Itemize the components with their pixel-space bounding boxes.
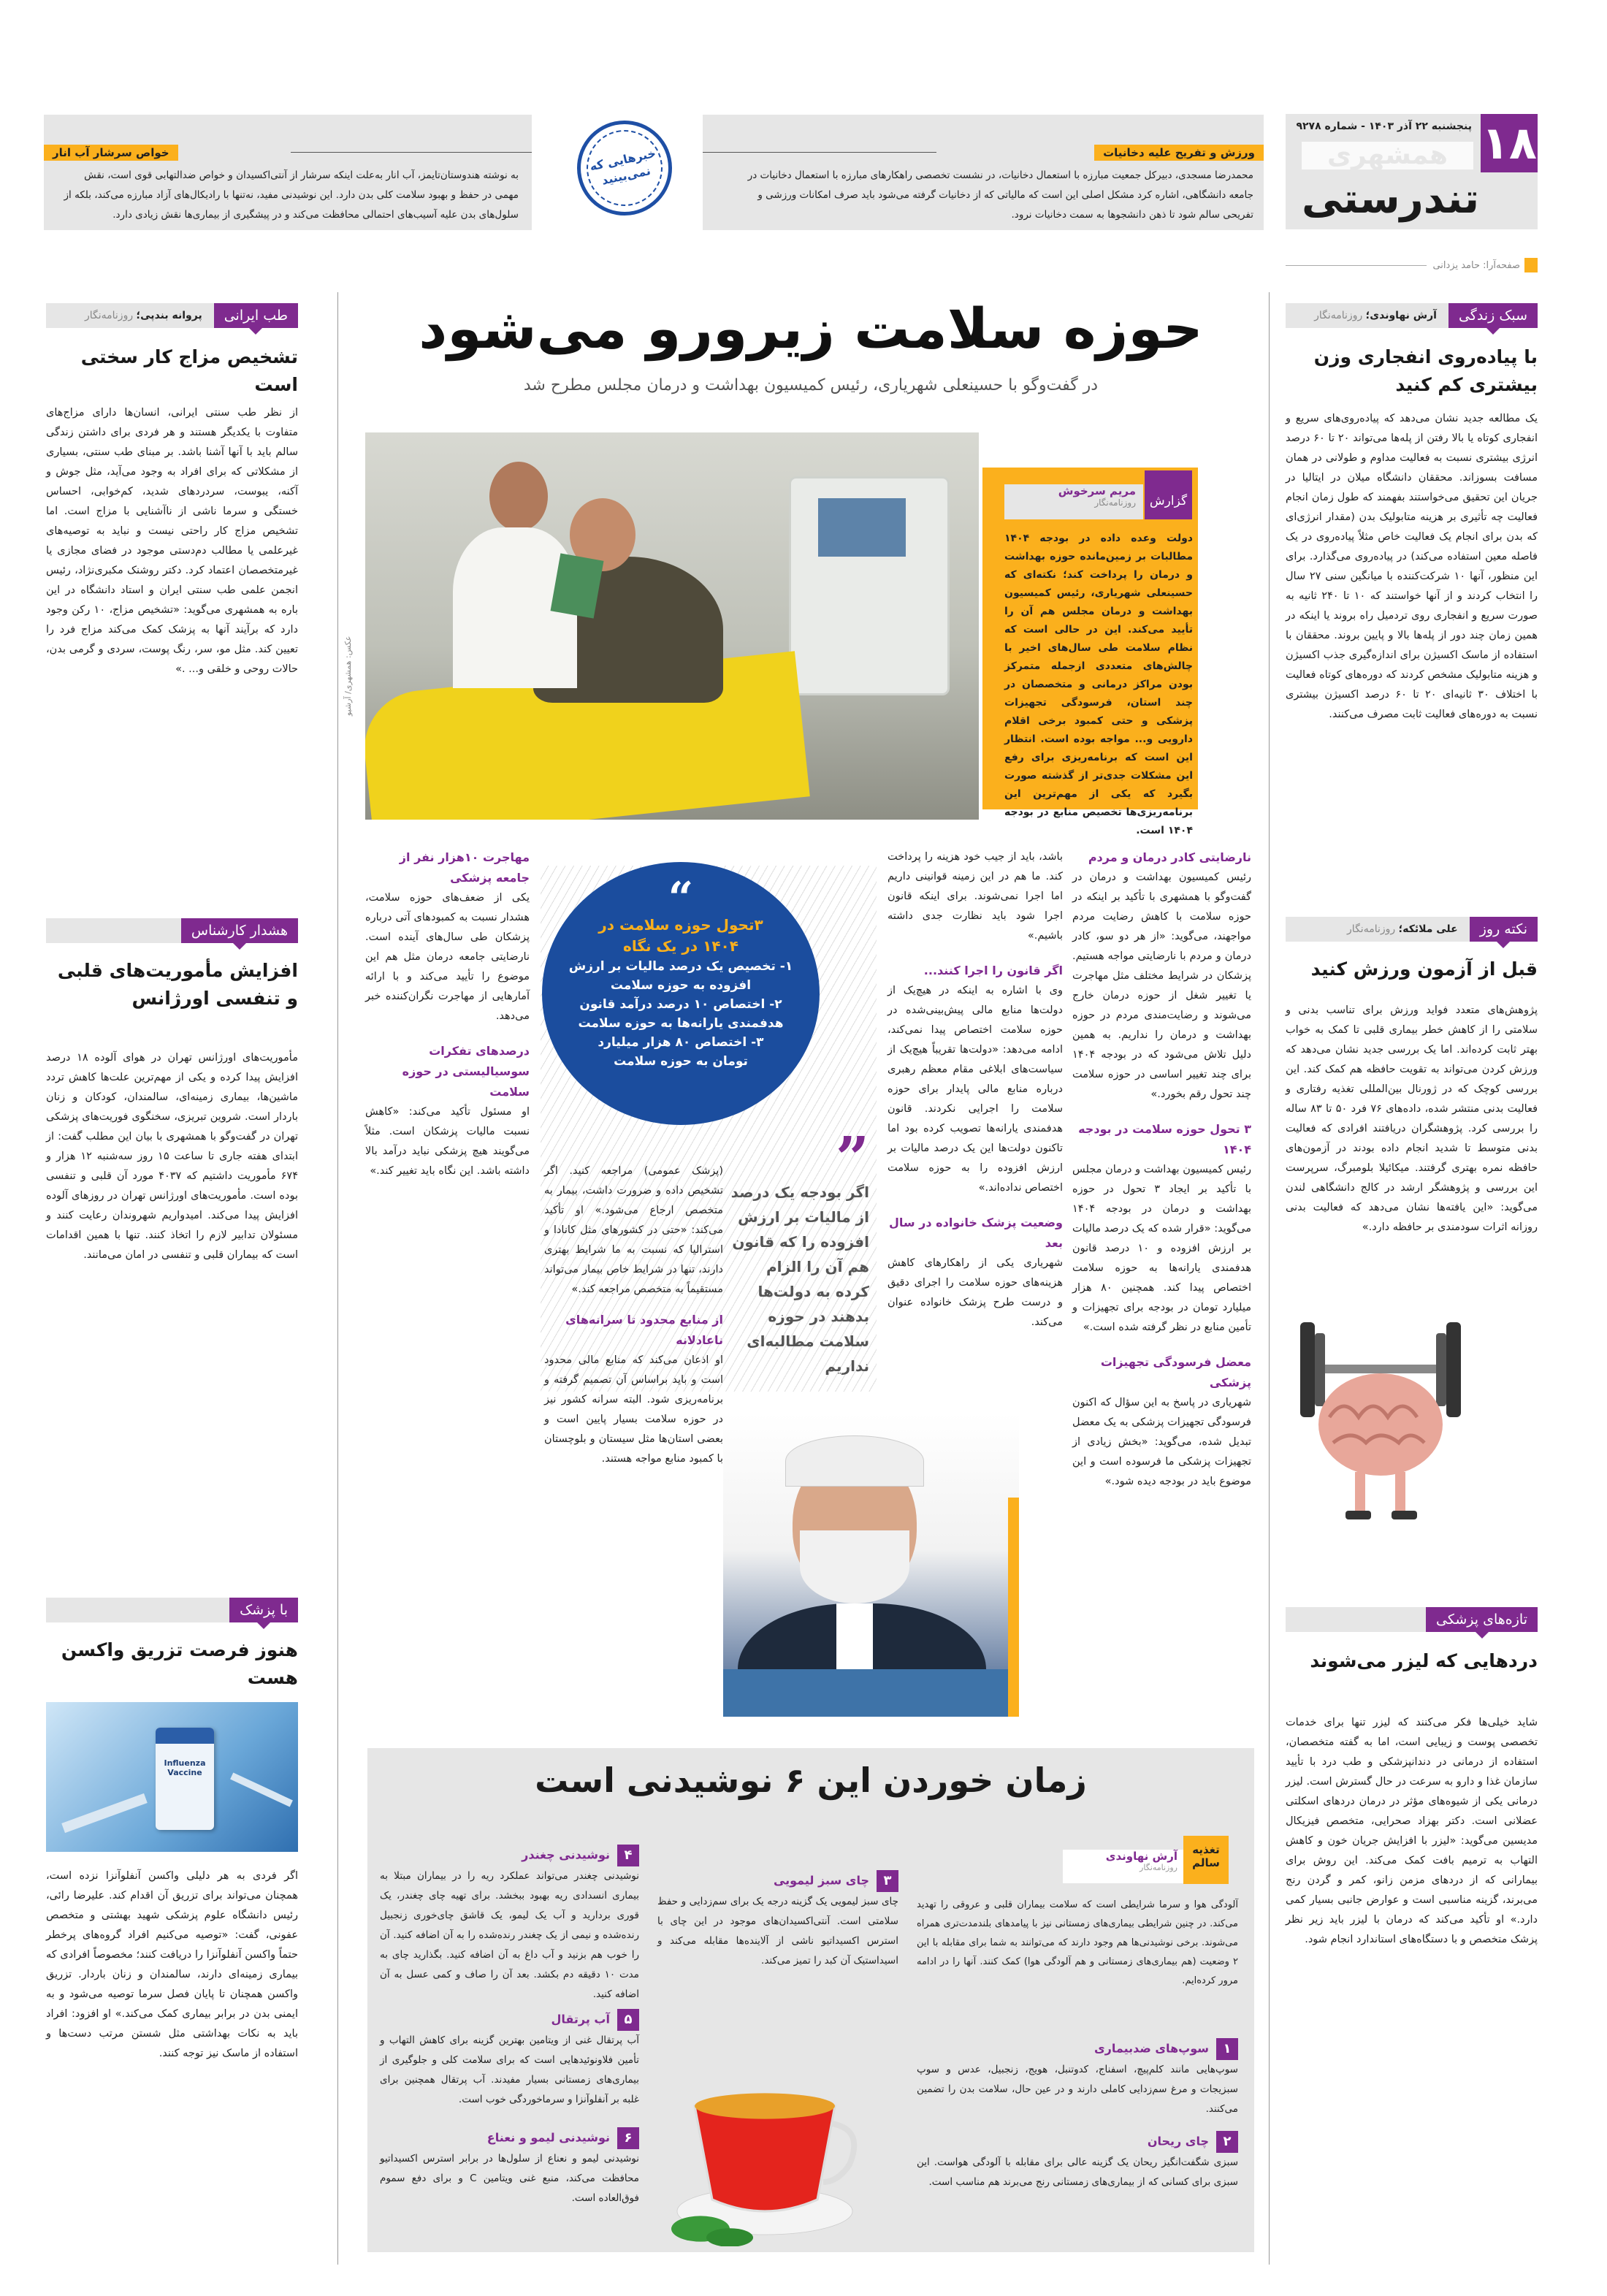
drink-item — [917, 2131, 1238, 2192]
subheading: معضل فرسودگی تجهیزات پزشکی — [1100, 1355, 1251, 1389]
designer-credit — [1286, 258, 1538, 272]
main-subheadline: در گفت‌وگو با حسینعلی شهریاری، رئیس کمیسیون بهداشت و درمان مجلس مطرح شد — [523, 376, 1099, 394]
vaccine-vial-label: Influenza Vaccine — [164, 1758, 206, 1777]
lead-author-role: روزنامه‌نگار — [1094, 497, 1136, 508]
article-body: اگر فردی به هر دلیلی واکسن آنفلوآنزا نزده است، همچنان می‌تواند برای تزریق آن اقدام کند. علیرضا رائی، رئیس دانشگاه علوم پزشکی شهید بهشتی و متخصص عفونی، گفت: «توصیه می‌کنیم افراد گروه‌های پرخطر حتماً واکسن آنفلوآنزا را دریافت کنند؛ مخصوصاً افرادی که بیماری زمینه‌ای دارند، سالمندان و زنان باردار. تزریق واکسن همچنان تا پایان فصل سرما توصیه می‌شود و به ایمنی بدن در برابر بیماری کمک می‌کند.» او افزود: افراد باید به نکات بهداشتی مثل شستن مرتب دست‌ها و استفاده از ماسک نیز توجه کنند. — [46, 1870, 298, 2059]
photo-accent — [1008, 1498, 1019, 1717]
drinks-intro: آلودگی هوا و سرما شرایطی است که سلامت بیماران قلبی و عروقی را تهدید می‌کند. در چنین شرایطی بیماری‌های زمستانی نیز با پیامدهای بلندمدت‌تری همراه می‌شوند. برخی نوشیدنی‌ها هم وجود دارند که می‌توانند به شما برای مقابله با این ۲ وضعیت (هم بیماری‌های زمستانی و هم آلودگی هوا) کمک کنند. آنها را در ادامه مرور کرده‌ایم. — [917, 1899, 1238, 1986]
section-title: تندرستی — [1301, 175, 1479, 223]
section-bar-expert-warning — [46, 918, 298, 943]
credit-marker — [1524, 258, 1538, 272]
drinks-column-middle — [657, 1841, 898, 1971]
section-tag: طب ایرانی — [214, 303, 298, 328]
subheading: از منابع محدود تا سرانه‌های ناعادلانه — [565, 1313, 723, 1347]
item-title: چای سبز لیمویی — [773, 1873, 869, 1888]
byline: آرش نهاوندی؛ روزنامه‌نگار — [1314, 310, 1437, 321]
seal-logo — [568, 112, 681, 224]
subheading: نارضایتی کادر درمان و مردم — [1088, 850, 1251, 864]
designer-name: صفحه‌آرا: حامد یزدانی — [1432, 259, 1520, 271]
item-title: چای ریحان — [1147, 2134, 1209, 2148]
brain-barbell-illustration — [1286, 1278, 1476, 1527]
article-headline: هنوز فرصت تزریق واکسن هست — [61, 1639, 298, 1688]
column-divider — [1269, 292, 1270, 2265]
interviewee-photo — [723, 1414, 1019, 1717]
drink-item — [380, 2127, 639, 2208]
column-divider — [337, 292, 338, 2265]
top-box-pomegranate — [44, 115, 532, 230]
circle-title: ۳تحول حوزه سلامت در ۱۴۰۴ در یک نگاه — [598, 916, 763, 955]
paragraph: شهریاری در پاسخ به این سؤال که اکنون فرسودگی تجهیزات پزشکی به یک معضل تبدیل شده، می‌گوید: «بخش زیادی از تجهیزات پزشکی ما فرسوده است و این موضوع باید در بودجه دیده شود.» — [1072, 1397, 1251, 1487]
subheading: اگر قانون را اجرا کنند... — [923, 964, 1063, 977]
box-text: به نوشته هندوستان‌تایمز، آب انار به‌علت اینکه سرشار از آنتی‌اکسیدان و خواص ضدالتهابی قوی است، نقش مهمی در حفظ و بهبود سلامت کلی بدن دارد. این نوشیدنی مفید، نه‌تنها با رادیکال‌های آزاد مبارزه می‌کند، بلکه از سلول‌های بدن علیه آسیب‌های احتمالی محافظت می‌کند و در پیشگیری از بیماری‌ها نقش زیادی دارد. — [64, 169, 519, 221]
paragraph: وی با اشاره به اینکه در هیچ‌یک از دولت‌ها منابع مالی پیش‌بینی‌شده در حوزه سلامت اختصاص پیدا نمی‌کند، ادامه می‌دهد: «دولت‌ها تقریباً هیچ‌یک از سیاست‌های ابلاغی مقام معظم رهبری درباره منابع مالی پایدار برای حوزه سلامت را اجرایی نکردند. قانون هدفمندی یارانه‌ها تصویب کرده بود اما تاکنون دولت‌ها این یک درصد مالیات بر ارزش افزوده را به حوزه سلامت اختصاص نداده‌اند.» — [888, 985, 1063, 1194]
section-tag: نکته روز — [1470, 917, 1538, 942]
article-body: مأموریت‌های اورژانس تهران در هوای آلوده ۱۸ درصد افزایش پیدا کرده و یکی از مهم‌ترین علت‌ها کاهش تردد ماشین‌ها، بیماری زمینه‌ای، سالمندان، کودکان و زنان باردار است. شروین تبریزی، سخنگوی فوریت‌های پزشکی تهران در گفت‌وگو با همشهری با بیان این مطلب گفت: از ابتدای هفته جاری تا ساعت ۱۵ روز سه‌شنبه ۱۲ هزار و ۶۷۴ مأموریت داشتیم که ۴۰۳۷ مورد آن قلبی و تنفسی بوده است. مأموریت‌های اورژانس تهران در روزهای آلوده افزایش پیدا می‌کند. امیدواریم شهروندان رعایت کنند و مسئولان تدابیر لازم را اتخاذ کنند. تنها با همین اقدامات است که بیماران قلبی و تنفسی در امان می‌مانند. — [46, 1052, 299, 1261]
drinks-byline — [1063, 1850, 1183, 1883]
article-body: پژوهش‌های متعدد فواید ورزش برای تناسب بدنی و سلامتی را از کاهش خطر بیماری قلبی تا کمک به خواب بهتر ثابت کرده‌اند. اما یک بررسی جدید نشان می‌دهد که ورزش کردن می‌تواند به تقویت حافظه هم کمک کند. این بررسی کوچک که در ژورنال بین‌المللی تغذیه رفتاری و فعالیت بدنی منتشر شده، داده‌های ۷۶ فرد ۵۰ تا ۸۳ ساله را بررسی کرد. پژوهشگران دریافتند افرادی که فعالیت بدنی متوسط تا شدید انجام داده بودند در آزمون‌های حافظه نمره بهتری گرفتند. میکائیلا بلومبرگ، سرپرست این بررسی و پژوهشگر ارشد در کالج دانشگاهی لندن می‌گوید: «این یافته‌ها نشان می‌دهد که فعالیت بدنی روزانه اثرات سودمندی بر حافظه دارد.» — [1286, 1004, 1538, 1233]
item-text: آب پرتقال غنی از ویتامین بهترین گزینه برای کاهش التهاب و تأمین فلاونوئیدهایی است که برای سلامت کلی و جلوگیری از بیماری‌های زمستانی بسیار مفیدند. آب پرتقال همچنین برای غلبه بر آنفلوآنزا و سرماخوردگی خوب است. — [380, 2034, 639, 2105]
item-text: سوپ‌هایی مانند کلم‌پیچ، اسفناج، کدوتنبل، هویج، زنجبیل، عدس و سوپ سبزیجات و مرغ سم‌زدایی کاملی دارند و در عین حال، سلامت بدن را تضمین می‌کنند. — [917, 2064, 1238, 2115]
issue-date: پنجشنبه ۲۲ آذر ۱۴۰۳ - شماره ۹۲۷۸ — [1296, 121, 1472, 132]
box-arrow-line — [291, 152, 532, 153]
paragraph: او مسئول تأکید می‌کند: «کاهش نسبت مالیات پزشکان است. مثلاً می‌گویند هیچ پزشکی نباید درآمد بالا داشته باشد. این نگاه باید تغییر کند.» — [365, 1106, 530, 1177]
circle-item: ۳- اختصاص ۸۰ هزار میلیارد تومان به حوزه سلامت — [598, 1035, 764, 1069]
item-number: ۶ — [617, 2127, 639, 2149]
box-arrow-line — [703, 152, 936, 153]
lead-author: مریم سرخوش — [1058, 484, 1136, 497]
paragraph: یکی از ضعف‌های حوزه سلامت، هشدار نسبت به کمبودهای آتی درباره پزشکان طی سال‌های آینده است. نارضایتی جامعه درمان مثل هم این موضوع را تأیید می‌کند و با ارائه آمارهایی از مهاجرت نگران‌کننده خبر می‌دهد. — [365, 892, 530, 1022]
pull-quote-text: اگر بودجه یک درصد از مالیات بر ارزش افزوده را که قانون هم آن را الزام کرده به دولت‌ها بدهند در حوزه سلامت مطالبه‌ای نداریم — [730, 1183, 869, 1375]
drinks-headline: زمان خوردن این ۶ نوشیدنی است — [535, 1761, 1087, 1800]
item-number: ۴ — [617, 1845, 639, 1866]
key-points-circle — [542, 862, 820, 1125]
quote-icon: “ — [668, 873, 694, 924]
drink-item — [917, 2038, 1238, 2119]
article-body: یک مطالعه جدید نشان می‌دهد که پیاده‌روی‌های سریع و انفجاری کوتاه یا بالا رفتن از پله‌ها می‌تواند ۲۰ تا ۶۰ درصد انرژی بیشتری نسبت به فعالیت مداوم و طولانی در همان مسافت بسوزاند. محققان دانشگاه میلان در ایتالیا در جریان این تحقیق می‌خواستند بفهمند که طول زمان انجام فعالیت چه تأثیری بر هزینه متابولیک بدن (مقدار انرژی‌ای که بدن برای انجام یک فعالیت خاص مثلاً پیاده‌روی در یک فاصله معین استفاده می‌کند) در پیاده‌روی می‌گذارد. برای این منظور، آنها ۱۰ شرکت‌کننده با میانگین سنی ۲۷ سال را انتخاب کردند و از آنها خواستند که ۱۰ تا ۲۴۰ ثانیه به صورت سریع و انفجاری روی تردمیل راه بروند یا اینکه در همین زمان چند دور از پله‌ها بالا و پایین بروند. محققان با استفاده از ماسک اکسیژن برای اندازه‌گیری جذب اکسیژن و هزینه متابولیک مشخص کردند که دوره‌های کوتاه فعالیت با اختلاف ۳۰ ثانیه‌ای ۲۰ تا ۶۰ درصد اکسیژن بیشتری نسبت به دوره‌های فعالیت ثابت مصرف می‌کنند. — [1286, 413, 1538, 720]
author-role: روزنامه‌نگار — [1140, 1863, 1177, 1872]
drinks-tag: تغذیه سالم — [1183, 1836, 1229, 1884]
story-column-2 — [888, 847, 1063, 1332]
story-column-1 — [1072, 847, 1251, 1492]
drink-item — [380, 1845, 639, 2005]
item-number: ۳ — [877, 1870, 898, 1892]
author: آرش نهاوندی — [1105, 1850, 1177, 1863]
story-column-3 — [544, 1162, 723, 1469]
vaccine-photo — [46, 1702, 298, 1852]
paragraph: رئیس کمیسیون بهداشت و درمان در گفت‌وگو با همشهری با تأکید بر اینکه در حوزه سلامت با کاهش رضایت مردم مواجهند، می‌گوید: «از هر دو سو، کادر درمان و مردم با نارضایتی مواجه هستیم. پزشکان در شرایط مختلف مثل مهاجرت یا تغییر شغل از حوزه درمان خارج می‌شوند و رضایت‌مندی مردم در حوزه بهداشت و درمان را نداریم. به همین دلیل تلاش می‌شود که در بودجه ۱۴۰۴ برای چند تغییر اساسی در حوزه سلامت چند تحول رقم بخورد.» — [1072, 872, 1251, 1100]
paper-logo: همشهری — [1302, 142, 1473, 169]
section-bar-tip — [1286, 917, 1538, 942]
item-title: سوپ‌های ضدبیماری — [1093, 2041, 1209, 2056]
item-text: سبزی شگفت‌انگیز ریحان یک گزینه عالی برای مقابله با آلودگی هواست. این سبزی برای کسانی که از بیماری‌های زمستانی رنج می‌برند هم مناسب است. — [917, 2156, 1238, 2188]
article-headline: دردهایی که لیزر می‌شوند — [1310, 1650, 1538, 1671]
section-bar-medical-news — [1286, 1607, 1538, 1632]
paragraph: (پزشک عمومی) مراجعه کنید. اگر تشخیص داده و ضرورت داشت، بیمار به متخصص ارجاع می‌شود.» او تأکید می‌کند: «حتی در کشورهای مثل کانادا و استرالیا که نسبت به ما شرایط بهتری دارند، تنها در شرایط خاص بیمار می‌تواند مستقیماً به متخصص مراجعه کند.» — [544, 1165, 723, 1295]
section-tag: هشدار کارشناس — [181, 918, 298, 943]
divider — [1286, 265, 1427, 266]
page-number: ۱۸ — [1481, 114, 1538, 172]
section-tag: سبک زندگی — [1448, 303, 1538, 328]
circle-item: ۱- تخصیص یک درصد مالیات بر ارزش افزوده به حوزه سلامت — [568, 959, 793, 993]
item-text: نوشیدنی چغندر می‌تواند عملکرد ریه را در بیماران مبتلا به بیماری انسدادی ریه بهبود ببخشد. برای تهیه چای چغندر، یک قوری بردارید و آب یک لیمو، یک قاشق چای‌خوری زنجبیل رنده‌شده و نیمی از یک چغندر رنده‌شده را به آن اضافه کنید. آن را خوب هم بزنید و آب داغ به آن اضافه کنید. بگذارید چای به مدت ۱۰ دقیقه دم بکشد. بعد آن را صاف و کمی عسل به آن اضافه کنید. — [380, 1870, 639, 2000]
article-headline: با پیاده‌روی انفجاری وزن بیشتری کم کنید — [1313, 346, 1538, 395]
item-text: چای سبز لیمویی یک گزینه درجه یک برای سم‌زدایی و حفظ سلامتی است. آنتی‌اکسیدان‌های موجود در این چای با استرس اکسیداتیو ناشی از آلاینده‌ها مقابله می‌کند و اسیداستیک آن کبد را تمیز می‌کند. — [657, 1896, 898, 1967]
article-body: شاید خیلی‌ها فکر می‌کنند که لیزر تنها برای خدمات تخصصی پوست و زیبایی است، اما به گفته متخصصان، استفاده از درمانی در دندانپزشکی و طب درد با تأیید سازمان غذا و دارو به سرعت در حال گسترش است. لیزر درمانی یکی از شیوه‌های مؤثر در درمان دردهای اسکلتی عضلانی است. دکتر بهزاد صحرایی، متخصص فیزیکال مدیسین می‌گوید: «لیزر با افزایش جریان خون و کاهش التهاب به ترمیم بافت کمک می‌کند. این روش برای بیمارانی که از دردهای مزمن زانو، کمر و گردن رنج می‌برند، گزینه مناسبی است و عوارض جانبی بسیار کمی دارد.» او تأکید می‌کند که درمان با لیزر باید زیر نظر پزشک متخصص و با دستگاه‌های استاندارد انجام شود. — [1286, 1717, 1538, 1945]
circle-item: ۲- اختصاص ۱۰ درصد درآمد قانون هدفمندی یارانه‌ها به حوزه سلامت — [578, 997, 784, 1031]
paragraph: شهریاری یکی از راهکارهای کاهش هزینه‌های حوزه سلامت را اجرای دقیق و درست طرح پزشک خانواده عنوان می‌کند. — [888, 1257, 1063, 1328]
article-body: از نظر طب سنتی ایرانی، انسان‌ها دارای مزاج‌های متفاوت با یکدیگر هستند و هر فردی برای داشتن زندگی سالم باید با آنها آشنا باشد. بر مبنای طب سنتی، بسیاری از مشکلاتی که برای افراد به وجود می‌آید، مثل جوش و آکنه، یبوست، سردردهای شدید، کم‌خوابی، احساس خستگی و سرما ناشی از ناآشنایی با مزاج است. اما تشخیص مزاج کار راحتی نیست و نباید به توصیه‌های غیرعلمی یا مطالب دم‌دستی موجود در فضای مجازی یا غیرمتخصصان اعتماد کرد. دکتر روشنک مکبری‌نژاد، رئیس انجمن علمی طب سنتی ایران و استاد دانشگاه در این باره به همشهری می‌گوید: «تشخیص مزاج، ۱۰ رکن وجود دارد که برآیند آنها به پزشک کمک می‌کند مزاج فرد را تعیین کند. مثل مو، سر، رنگ پوست، سردی و گرمی بدن، حالات روحی و خلقی و... .» — [46, 407, 298, 675]
item-title: نوشیدنی لیمو و نعناع — [486, 2130, 610, 2145]
paragraph: رئیس کمیسیون بهداشت و درمان مجلس با تأکید بر ایجاد ۳ تحول در حوزه بهداشت و درمان در بودجه ۱۴۰۴ می‌گوید: «قرار شده که یک درصد مالیات بر ارزش افزوده و ۱۰ درصد قانون هدفمندی یارانه‌ها به حوزه سلامت اختصاص پیدا کند. همچنین ۸۰ هزار میلیارد تومان در بودجه برای تجهیزات و تأمین منابع در نظر گرفته شده است.» — [1072, 1164, 1251, 1333]
drinks-column-left — [380, 1845, 639, 2208]
story-column-4 — [365, 847, 530, 1181]
item-text: نوشیدنی لیمو و نعناع از سلول‌ها در برابر استرس اکسیداتیو محافظت می‌کند، منبع غنی ویتامین C و برای دفع سموم فوق‌العاده است. — [380, 2153, 639, 2204]
section-bar-with-doctor — [46, 1598, 298, 1622]
item-title: آب پرتقال — [551, 2012, 610, 2026]
subheading: وضعیت پزشک خانواده در سال بعد — [888, 1216, 1063, 1250]
lead-text: دولت وعده داده در بودجه ۱۴۰۴ مطالبات بر زمین‌مانده حوزه بهداشت و درمان را پرداخت کند؛ نکته‌ای که حسینعلی شهریاری، رئیس کمیسیون بهداشت و درمان مجلس هم آن را تأیید می‌کند. این در حالی است که نظام سلامت طی سال‌های اخیر با چالش‌های متعددی ازجمله متمرکز بودن مراکز درمانی و متخصصان در چند استان، فرسودگی تجهیزات پزشکی و حتی کمبود برخی اقلام دارویی و... مواجه بوده است. انتظار این است که برنامه‌ریزی برای رفع این مشکلات جدی‌تر از گذشته صورت بگیرد که یکی از مهم‌ترین این برنامه‌ریزی‌ها تخصیص منابع در بودجه ۱۴۰۴ است. — [1004, 533, 1193, 836]
byline: علی ملائکه؛ روزنامه‌نگار — [1347, 923, 1458, 935]
subheading: مهاجرت ۱۰هزار نفر از جامعه پزشکی — [399, 850, 530, 885]
subheading: ۳ تحول حوزه سلامت در بودجه ۱۴۰۴ — [1078, 1122, 1251, 1156]
section-tag: با پزشک — [229, 1598, 298, 1622]
tea-cup-illustration — [661, 2071, 880, 2246]
dialysis-photo — [365, 432, 979, 820]
section-tag: تازه‌های پزشکی — [1426, 1607, 1538, 1632]
section-bar-lifestyle — [1286, 303, 1538, 328]
lead-byline — [1004, 484, 1143, 519]
main-headline: حوزه سلامت زیرورو می‌شود — [419, 296, 1203, 361]
box-title: ورزش و تفریح علیه دخانیات — [1094, 145, 1264, 161]
seal-text: خبرهایی که نمی‌بینید — [579, 123, 669, 213]
lead-tag: گزارش — [1145, 470, 1192, 519]
item-number: ۱ — [1216, 2038, 1238, 2060]
subheading: درصدهای تفکرات سوسیالیستی در حوزه سلامت — [402, 1044, 530, 1099]
photo-credit: عکس: همشهری/ آرشیو — [343, 636, 353, 716]
pull-quote — [730, 1124, 869, 1378]
article-headline: قبل از آزمون ورزش کنید — [1310, 958, 1538, 980]
item-number: ۲ — [1216, 2131, 1238, 2153]
item-number: ۵ — [617, 2009, 639, 2031]
box-text: محمدرضا مسجدی، دبیرکل جمعیت مبارزه با استعمال دخانیات، در نشست تخصصی راهکارهای مبارزه با استعمال دخانیات در جامعه دانشگاهی، اشاره کرد مشکل اصلی این است که مالیاتی که از دخانیات گرفته می‌شود باید صرف امکانات ورزشی و تفریحی سالم شود تا ذهن دانشجوها به سمت دخانیات نرود. — [747, 169, 1253, 221]
box-title: خواص سرشار آب انار — [44, 145, 178, 161]
item-title: نوشیدنی چغندر — [522, 1847, 610, 1862]
drinks-column-right — [917, 2038, 1238, 2192]
article-headline: تشخیص مزاج کار سختی است — [80, 346, 298, 395]
lead-box — [982, 468, 1198, 836]
section-bar-traditional-medicine — [46, 303, 298, 328]
drink-item — [657, 1870, 898, 1971]
paragraph: او اذعان می‌کند که منابع مالی محدود است و باید براساس آن تصمیم گرفته و برنامه‌ریزی شود. البته سرانه کشور نیز در حوزه سلامت بسیار پایین است و بعضی استان‌ها مثل سیستان و بلوچستان با کمبود منابع مواجه هستند. — [544, 1354, 723, 1465]
paragraph: باشد، باید از جیب خود هزینه را پرداخت کند. ما هم در این زمینه قوانینی داریم اما اجرا نمی‌شوند. برای اینکه قانون اجرا شود باید نظارت جدی داشته باشیم.» — [888, 851, 1063, 942]
quote-icon: ” — [835, 1124, 869, 1192]
drink-item — [380, 2009, 639, 2110]
top-box-smoking — [703, 115, 1264, 230]
article-headline: افزایش مأموریت‌های قلبی و تنفسی اورژانس — [57, 960, 298, 1009]
byline: پروانه بندپی؛ روزنامه‌نگار — [84, 310, 202, 321]
